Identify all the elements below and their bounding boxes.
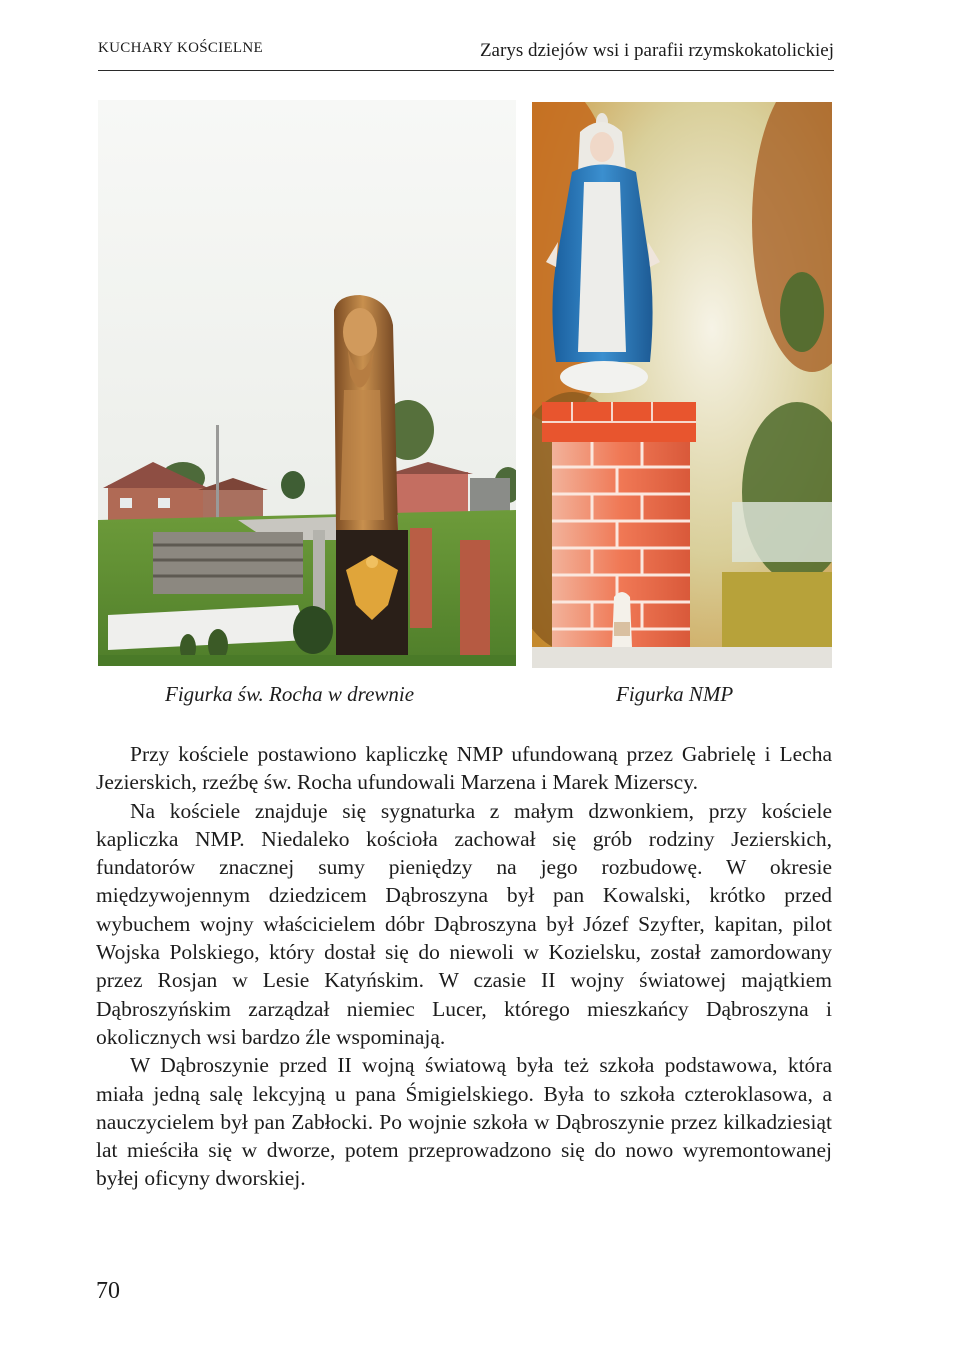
caption-st-roch: Figurka św. Rocha w drewnie: [165, 682, 415, 706]
paragraph: W Dąbroszynie przed II wojną światową była też szkoła podstawowa, która miała jedną salę lekcyjną u pana Śmigielskiego. Była to szkoła czteroklasowa, a nauczycielem był pan Zabłocki. Po wojnie szkoła w Dąbroszynie przez kilkadziesiąt lat mieściła się w dworze, potem przeprowadzono się do nowo wyremontowanej byłej oficyny dworskiej.: [96, 1053, 832, 1191]
caption-nmp: Figurka NMP: [616, 682, 734, 706]
header-book-title: KUCHARY KOŚCIELNE: [98, 40, 263, 56]
header-subtitle: Zarys dziejów wsi i parafii rzymskokatolickiej: [479, 40, 834, 61]
paragraph: Na kościele znajduje się sygnaturka z małym dzwonkiem, przy kościele kapliczka NMP. Niedaleko kościoła zachował się grób rodziny Jezierskich, fundatorów znacznej sumy pieniędzy na jego rozbudowę. W okresie międzywojennym dziedzicem Dąbroszyna był pan Kowalski, krótko przed wybuchem wojny właścicielem dóbr Dąbroszyna był Józef Szyfter, kapitan, pilot Wojska Polskiego, który dostał się do niewoli w Kozielsku, został zamordowany przez Rosjan w Lesie Katyńskim. W czasie II wojny światowej majątkiem Dąbroszyńskim zarządzał niemiec Lucer, którego mieszkańcy Dąbroszyna i okolicznych wsi bardzo źle wspominają.: [96, 798, 832, 1049]
paragraph: Przy kościele postawiono kapliczkę NMP ufundowaną przez Gabrielę i Lecha Jezierskich, rzeźbę św. Rocha ufundowali Marzena i Marek Mizerscy.: [96, 742, 832, 795]
photo-virgin-mary-figure: [532, 102, 832, 668]
page-number: 70: [96, 1278, 120, 1304]
running-header: [98, 40, 834, 71]
body-text: [96, 740, 832, 1193]
photo-st-roch-wooden-figure: [98, 100, 516, 666]
